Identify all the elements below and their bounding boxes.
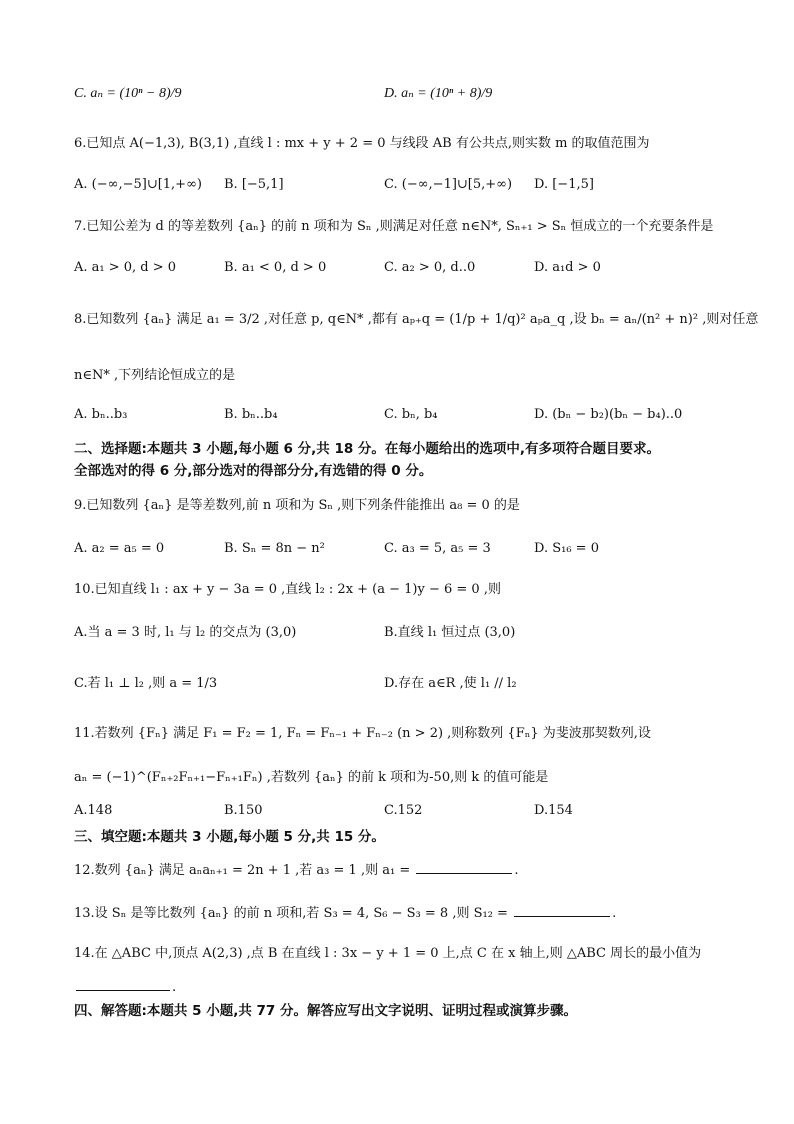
section-3-heading: 三、填空题:本题共 3 小题,每小题 5 分,共 15 分。 bbox=[74, 829, 385, 845]
q8-option-d: D. (bₙ − b₂)(bₙ − b₄)..0 bbox=[534, 407, 683, 422]
q5-option-d: D. aₙ = (10ⁿ + 8)/9 bbox=[384, 86, 493, 101]
q9-stem: 9.已知数列 {aₙ} 是等差数列,前 n 项和为 Sₙ ,则下列条件能推出 a₈ = 0 的是 bbox=[74, 498, 520, 513]
q11-option-b: B.150 bbox=[224, 803, 263, 818]
q9-option-a: A. a₂ = a₅ = 0 bbox=[74, 541, 165, 556]
section-2-heading-line1: 二、选择题:本题共 3 小题,每小题 6 分,共 18 分。在每小题给出的选项中,有多项符合题目要求。 bbox=[74, 441, 661, 457]
q11-stem-line1: 11.若数列 {Fₙ} 满足 F₁ = F₂ = 1, Fₙ = Fₙ₋₁ + Fₙ₋₂ (n > 2) ,则称数列 {Fₙ} 为斐波那契数列,设 bbox=[74, 726, 651, 741]
q8-option-b: B. bₙ..b₄ bbox=[224, 407, 278, 422]
q8-option-a: A. bₙ..b₃ bbox=[74, 407, 128, 422]
q11-option-d: D.154 bbox=[534, 803, 573, 818]
q6-option-d: D. [−1,5] bbox=[534, 177, 594, 192]
q13-stem: 13.设 Sₙ 是等比数列 {aₙ} 的前 n 项和,若 S₃ = 4, S₆ − S₃ = 8 ,则 S₁₂ = bbox=[74, 906, 508, 921]
q6-option-a: A. (−∞,−5]∪[1,+∞) bbox=[74, 177, 202, 192]
section-2-heading-line2: 全部选对的得 6 分,部分选对的得部分分,有选错的得 0 分。 bbox=[74, 463, 433, 479]
q14-answer-blank[interactable] bbox=[76, 978, 170, 991]
q7-option-a: A. a₁ > 0, d > 0 bbox=[74, 260, 177, 275]
q10-option-b: B.直线 l₁ 恒过点 (3,0) bbox=[384, 625, 516, 640]
q6-option-c: C. (−∞,−1]∪[5,+∞) bbox=[384, 177, 513, 192]
q6-option-b: B. [−5,1] bbox=[224, 177, 284, 192]
q8-option-c: C. bₙ, b₄ bbox=[384, 407, 438, 422]
q7-option-c: C. a₂ > 0, d..0 bbox=[384, 260, 476, 275]
q7-option-d: D. a₁d > 0 bbox=[534, 260, 601, 275]
q10-option-c: C.若 l₁ ⊥ l₂ ,则 a = 1/3 bbox=[74, 676, 218, 691]
q6-stem: 6.已知点 A(−1,3), B(3,1) ,直线 l : mx + y + 2 = 0 与线段 AB 有公共点,则实数 m 的取值范围为 bbox=[74, 136, 650, 151]
q9-option-b: B. Sₙ = 8n − n² bbox=[224, 541, 325, 556]
q9-option-c: C. a₃ = 5, a₅ = 3 bbox=[384, 541, 491, 556]
q11-stem-line2: aₙ = (−1)^(Fₙ₊₂Fₙ₊₁−Fₙ₊₁Fₙ) ,若数列 {aₙ} 的前 k 项和为-50,则 k 的值可能是 bbox=[74, 770, 549, 785]
q11-option-c: C.152 bbox=[384, 803, 423, 818]
q13-period: . bbox=[612, 906, 617, 921]
q13-answer-blank[interactable] bbox=[514, 904, 610, 917]
q14-stem: 14.在 △ABC 中,顶点 A(2,3) ,点 B 在直线 l : 3x − y + 1 = 0 上,点 C 在 x 轴上,则 △ABC 周长的最小值为 bbox=[74, 946, 702, 961]
q7-stem: 7.已知公差为 d 的等差数列 {aₙ} 的前 n 项和为 Sₙ ,则满足对任意 n∈N*, Sₙ₊₁ > Sₙ 恒成立的一个充要条件是 bbox=[74, 219, 714, 234]
q14-answer-line bbox=[74, 978, 176, 996]
section-4-heading: 四、解答题:本题共 5 小题,共 77 分。解答应写出文字说明、证明过程或演算步骤。 bbox=[74, 1003, 578, 1019]
q10-option-a: A.当 a = 3 时, l₁ 与 l₂ 的交点为 (3,0) bbox=[74, 625, 297, 640]
q10-option-d: D.存在 a∈R ,使 l₁ // l₂ bbox=[384, 676, 517, 691]
q12-answer-blank[interactable] bbox=[416, 861, 512, 874]
q10-stem: 10.已知直线 l₁ : ax + y − 3a = 0 ,直线 l₂ : 2x + (a − 1)y − 6 = 0 ,则 bbox=[74, 582, 501, 597]
q8-stem-line2: n∈N* ,下列结论恒成立的是 bbox=[74, 368, 236, 383]
q14-period: . bbox=[172, 980, 177, 995]
q5-option-c: C. aₙ = (10ⁿ − 8)/9 bbox=[74, 86, 182, 101]
q9-option-d: D. S₁₆ = 0 bbox=[534, 541, 599, 556]
q12-period: . bbox=[514, 863, 519, 878]
q7-option-b: B. a₁ < 0, d > 0 bbox=[224, 260, 327, 275]
q11-option-a: A.148 bbox=[74, 803, 113, 818]
q13-line bbox=[74, 904, 616, 922]
q8-stem-line1: 8.已知数列 {aₙ} 满足 a₁ = 3/2 ,对任意 p, q∈N* ,都有 aₚ₊q = (1/p + 1/q)² aₚa_q ,设 bₙ = aₙ/(n² + n)² ,则对任意 bbox=[74, 312, 759, 327]
q12-line bbox=[74, 861, 519, 879]
q12-stem: 12.数列 {aₙ} 满足 aₙaₙ₊₁ = 2n + 1 ,若 a₃ = 1 ,则 a₁ = bbox=[74, 863, 411, 878]
